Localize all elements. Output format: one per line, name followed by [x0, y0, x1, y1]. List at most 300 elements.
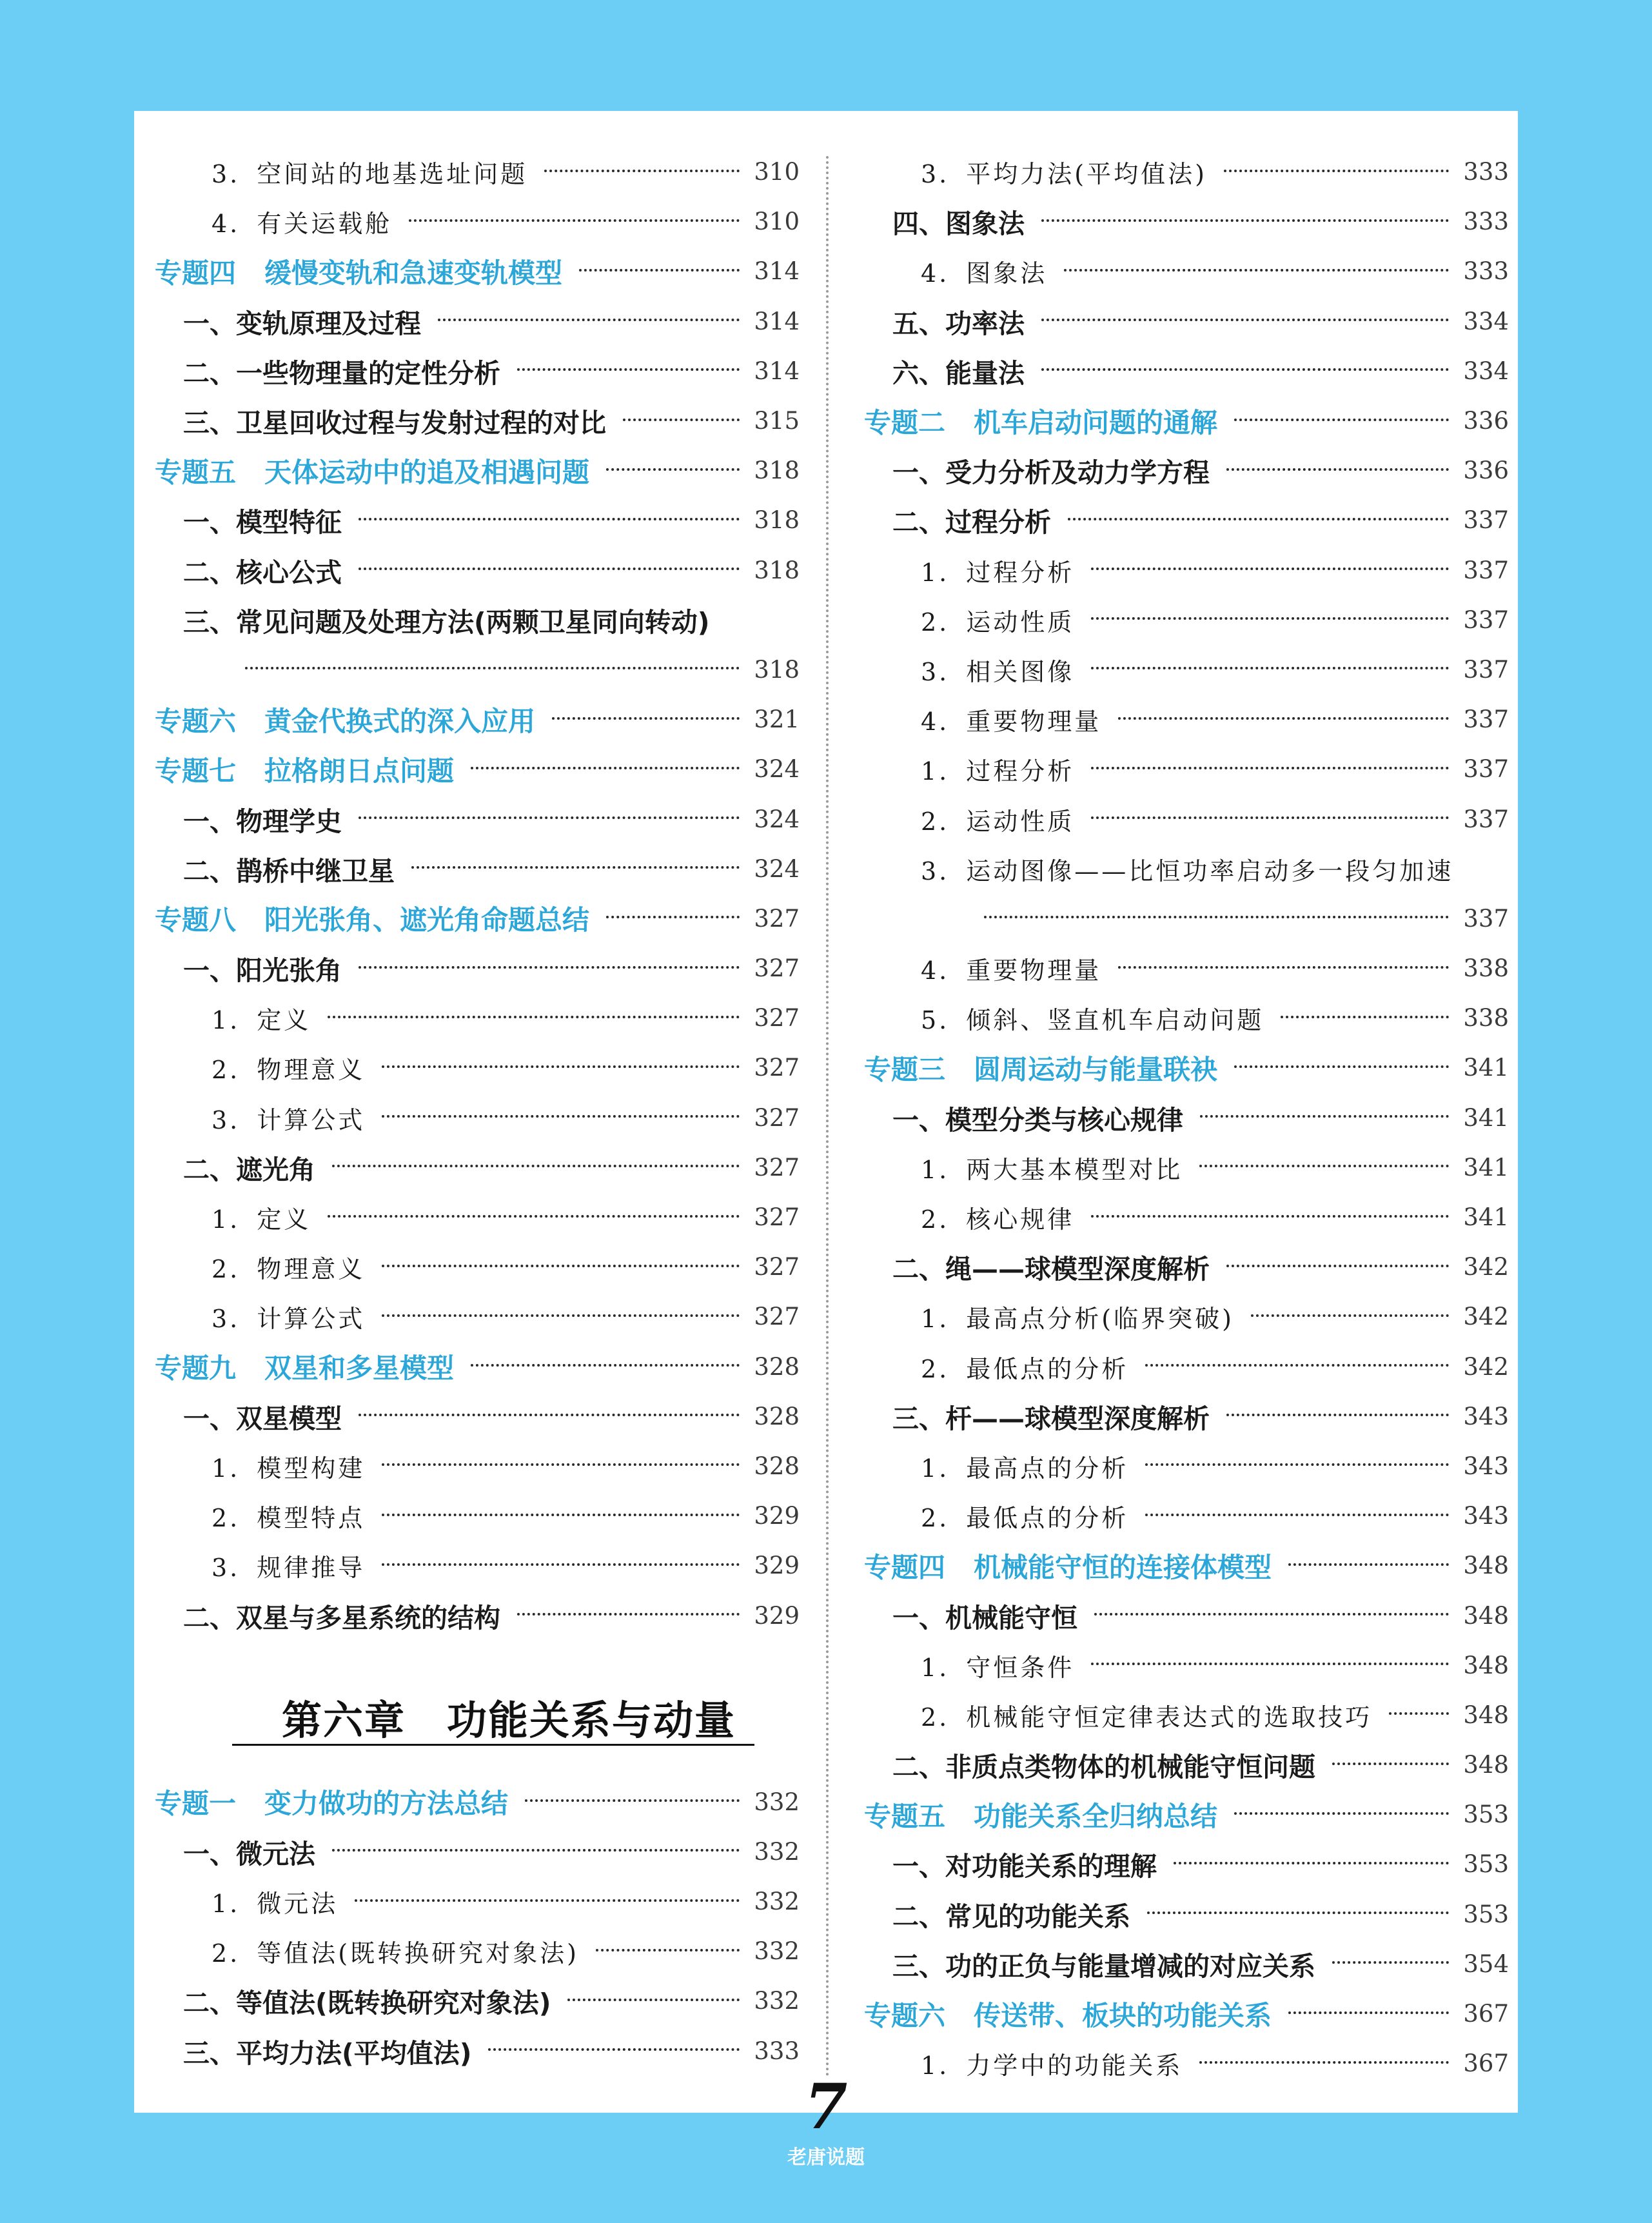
subsection-text: 空间站的地基选址问题 [257, 160, 528, 189]
subsection-title [864, 253, 1047, 289]
subsection-number: 4. [921, 259, 950, 288]
section-title: 二、非质点类物体的机械能守恒问题 [892, 1752, 1315, 1783]
page-ref: 367 [1463, 2050, 1509, 2078]
dot-leader [1091, 617, 1449, 620]
subsection-title [155, 1884, 338, 1919]
dot-leader [1041, 368, 1449, 371]
subsection-title [864, 851, 1453, 887]
topic-label: 专题一 [155, 1788, 237, 1820]
subsection-text: 等值法(既转换研究对象法) [257, 1939, 579, 1968]
topic-label: 专题五 [155, 456, 237, 488]
subsection-text: 倾斜、竖直机车启动问题 [966, 1006, 1264, 1035]
toc-entry[interactable] [864, 446, 1509, 495]
subsection-title [864, 553, 1074, 588]
toc-entry[interactable] [155, 595, 800, 645]
subsection-title [864, 1200, 1074, 1235]
toc-entry[interactable] [155, 1976, 800, 2026]
toc-entry[interactable] [864, 346, 1509, 396]
toc-entry[interactable] [155, 1192, 800, 1242]
toc-entry-continuation[interactable] [155, 645, 800, 695]
page-ref: 341 [1463, 1203, 1509, 1232]
dot-leader [596, 1949, 740, 1951]
dot-leader [1118, 717, 1449, 720]
subsection-number: 4. [211, 210, 241, 239]
topic-text: 机车启动问题的通解 [974, 406, 1218, 439]
subsection-text: 规律推导 [257, 1554, 366, 1583]
toc-entry[interactable] [155, 1926, 800, 1976]
subsection-text: 最低点的分析 [966, 1354, 1129, 1383]
toc-entry[interactable] [864, 495, 1509, 545]
section-title: 二、核心公式 [183, 557, 342, 588]
subsection-text: 力学中的功能关系 [966, 2051, 1183, 2080]
dot-leader [1091, 568, 1449, 570]
page-ref: 333 [1463, 158, 1509, 186]
toc-entry[interactable] [864, 1541, 1509, 1590]
dot-leader [1332, 1961, 1449, 1964]
page-ref: 329 [754, 1502, 800, 1530]
subsection-number: 2. [921, 1703, 950, 1732]
dot-leader [1091, 767, 1449, 769]
subsection-number: 1. [921, 757, 950, 786]
subsection-text: 最低点的分析 [966, 1504, 1129, 1533]
dot-leader [382, 1563, 740, 1566]
dot-leader [1094, 1613, 1449, 1615]
topic-label: 专题七 [155, 755, 237, 787]
page-ref: 327 [754, 1153, 800, 1181]
section-title: 一、物理学史 [183, 805, 342, 837]
section-title: 四、图象法 [892, 208, 1025, 240]
toc-entry[interactable] [864, 546, 1509, 595]
toc-entry[interactable] [155, 297, 800, 346]
toc-entry[interactable] [864, 1491, 1509, 1541]
section-title: 一、模型特征 [183, 507, 342, 538]
dot-leader [606, 916, 740, 918]
dot-leader [382, 1514, 740, 1516]
toc-entry[interactable] [155, 1877, 800, 1926]
page-ref: 341 [1463, 1103, 1509, 1132]
toc-entry[interactable] [155, 695, 800, 744]
page-ref: 314 [754, 357, 800, 385]
subsection-text: 过程分析 [966, 757, 1075, 786]
topic-text: 圆周运动与能量联袂 [974, 1053, 1218, 1085]
page-ref: 327 [754, 1203, 800, 1232]
dot-leader [488, 2048, 740, 2051]
subsection-number: 2. [921, 1205, 950, 1234]
page-ref: 367 [1463, 2000, 1509, 2028]
section-title: 一、变轨原理及过程 [183, 308, 421, 339]
page-ref: 332 [754, 1987, 800, 2015]
subsection-text: 运动性质 [966, 608, 1075, 637]
dot-leader [332, 1849, 740, 1852]
toc-entry[interactable] [864, 246, 1509, 296]
toc-entry[interactable] [155, 246, 800, 296]
section-title: 三、常见问题及处理方法(两颗卫星同向转动) [183, 606, 710, 638]
subsection-title [155, 1050, 365, 1085]
topic-title [155, 252, 562, 291]
toc-entry[interactable] [155, 1491, 800, 1541]
subsection-number: 2. [211, 1939, 241, 1968]
toc-entry[interactable] [155, 1292, 800, 1341]
toc-entry[interactable] [864, 645, 1509, 695]
toc-entry[interactable] [155, 1392, 800, 1441]
chapter-title: 第六章 功能关系与动量 [281, 1696, 736, 1744]
toc-entry[interactable] [155, 844, 800, 894]
page-ref: 348 [1463, 1651, 1509, 1679]
toc-entry[interactable] [864, 695, 1509, 744]
toc-entry[interactable] [155, 197, 800, 246]
subsection-number: 2. [211, 1504, 241, 1533]
subsection-text: 有关运载舱 [257, 210, 393, 239]
dot-leader [567, 1999, 740, 2001]
page-ref: 328 [754, 1452, 800, 1480]
dot-leader [1288, 1563, 1449, 1566]
dot-leader [1091, 1663, 1449, 1665]
page-ref: 338 [1463, 1004, 1509, 1032]
subsection-title [155, 1299, 365, 1334]
topic-text: 机械能守恒的连接体模型 [974, 1551, 1272, 1583]
subsection-number: 4. [921, 956, 950, 985]
dot-leader [1234, 419, 1449, 421]
toc-entry[interactable] [155, 346, 800, 396]
toc-entry[interactable] [864, 1392, 1509, 1441]
dot-leader [1091, 667, 1449, 669]
toc-entry[interactable] [864, 147, 1509, 197]
dot-leader [328, 1016, 740, 1018]
topic-label: 专题二 [864, 406, 946, 439]
section-title: 一、对功能关系的理解 [892, 1851, 1157, 1882]
section-title: 二、常见的功能关系 [892, 1901, 1130, 1932]
toc-entry[interactable] [155, 794, 800, 844]
section-title: 三、卫星回收过程与发射过程的对比 [183, 408, 606, 439]
dot-leader [1332, 1763, 1449, 1765]
page-ref: 342 [1463, 1352, 1509, 1381]
dot-leader [623, 419, 740, 421]
subsection-number: 3. [921, 856, 950, 885]
toc-entry[interactable] [864, 1242, 1509, 1292]
page-ref: 353 [1463, 1801, 1509, 1829]
page-ref: 318 [754, 655, 800, 684]
page-ref: 327 [754, 904, 800, 933]
page-ref: 332 [754, 1888, 800, 1916]
dot-leader [1226, 1265, 1449, 1267]
toc-entry[interactable] [155, 1143, 800, 1192]
toc-entry[interactable] [864, 1292, 1509, 1341]
toc-entry[interactable] [155, 147, 800, 197]
subsection-title [864, 702, 1101, 737]
subsection-number: 1. [211, 1205, 241, 1234]
dot-leader [1068, 518, 1449, 520]
dot-leader [1226, 1414, 1449, 1416]
page-ref: 333 [754, 2037, 800, 2065]
toc-entry[interactable] [155, 944, 800, 993]
section-title: 一、双星模型 [183, 1403, 342, 1434]
page-ref: 327 [754, 1253, 800, 1281]
toc-entry[interactable] [864, 744, 1509, 794]
dot-leader [1224, 170, 1449, 172]
topic-title [155, 1347, 454, 1386]
page-ref: 327 [754, 954, 800, 983]
subsection-number: 3. [211, 160, 241, 189]
subsection-title [864, 1448, 1128, 1484]
subsection-text: 微元法 [257, 1890, 339, 1919]
topic-title [864, 402, 1217, 440]
toc-entry[interactable] [155, 1043, 800, 1092]
dot-leader [1199, 2061, 1449, 2064]
page-ref: 337 [1463, 706, 1509, 734]
dot-leader [1174, 1862, 1449, 1864]
subsection-title [155, 154, 527, 190]
page-ref: 348 [1463, 1751, 1509, 1779]
toc-entry[interactable] [155, 1777, 800, 1827]
dot-leader [245, 667, 740, 669]
toc-entry[interactable] [864, 1441, 1509, 1491]
toc-entry-continuation[interactable] [864, 894, 1509, 944]
dot-leader [359, 816, 740, 819]
page-ref: 343 [1463, 1452, 1509, 1480]
topic-title [155, 1783, 508, 1821]
subsection-title [155, 1548, 365, 1583]
dot-leader [359, 1414, 740, 1416]
toc-entry[interactable] [155, 1590, 800, 1640]
dot-leader [332, 1165, 740, 1167]
toc-entry[interactable] [864, 1590, 1509, 1640]
topic-label: 专题八 [155, 904, 237, 936]
dot-leader [1091, 816, 1449, 819]
toc-entry[interactable] [155, 993, 800, 1043]
toc-entry[interactable] [155, 446, 800, 495]
subsection-title [864, 1697, 1372, 1733]
page-ref: 324 [754, 755, 800, 784]
page-ref: 318 [754, 506, 800, 535]
toc-entry[interactable] [155, 495, 800, 545]
toc-entry[interactable] [155, 1342, 800, 1392]
toc-entry[interactable] [864, 1342, 1509, 1392]
subsection-title [155, 1498, 365, 1534]
subsection-number: 1. [211, 1890, 241, 1919]
page-ref: 333 [1463, 257, 1509, 286]
toc-entry[interactable] [864, 1740, 1509, 1790]
toc-entry[interactable] [864, 1939, 1509, 1989]
section-title: 一、受力分析及动力学方程 [892, 457, 1210, 489]
toc-entry[interactable] [864, 1790, 1509, 1839]
dot-leader [359, 966, 740, 969]
section-title: 三、杆——球模型深度解析 [892, 1403, 1210, 1434]
page-ref: 348 [1463, 1601, 1509, 1630]
dot-leader [1041, 219, 1449, 222]
toc-entry[interactable] [864, 1143, 1509, 1192]
subsection-title [864, 1299, 1234, 1334]
page-ref: 332 [754, 1788, 800, 1816]
subsection-title [864, 154, 1207, 190]
subsection-text: 计算公式 [257, 1105, 366, 1134]
subsection-number: 1. [921, 1653, 950, 1682]
subsection-number: 2. [921, 1354, 950, 1383]
page-ref: 318 [754, 556, 800, 584]
dot-leader [579, 269, 740, 272]
toc-entry[interactable] [864, 1690, 1509, 1740]
dot-leader [1200, 1115, 1449, 1118]
subsection-number: 2. [211, 1255, 241, 1284]
subsection-text: 图象法 [966, 259, 1048, 288]
page-number: 7 [804, 2070, 848, 2143]
page-ref: 342 [1463, 1303, 1509, 1331]
toc-entry[interactable] [864, 1890, 1509, 1939]
toc-entry[interactable] [155, 1441, 800, 1491]
topic-title [155, 750, 454, 789]
section-title: 二、双星与多星系统的结构 [183, 1602, 500, 1634]
subsection-number: 1. [921, 1454, 950, 1483]
toc-entry[interactable] [864, 1839, 1509, 1889]
page-ref: 337 [1463, 606, 1509, 634]
subsection-number: 1. [921, 558, 950, 587]
toc-entry[interactable] [155, 744, 800, 794]
subsection-title [155, 1100, 365, 1136]
page-ref: 337 [1463, 755, 1509, 784]
page-ref: 328 [754, 1352, 800, 1381]
toc-entry[interactable] [864, 396, 1509, 446]
dot-leader [328, 1215, 740, 1218]
section-title: 二、过程分析 [892, 507, 1051, 538]
topic-label: 专题六 [864, 1999, 946, 2031]
subsection-text: 物理意义 [257, 1255, 366, 1284]
dot-leader [1145, 1514, 1449, 1516]
page-ref: 310 [754, 158, 800, 186]
dot-leader [1288, 2011, 1449, 2014]
subsection-text: 模型特点 [257, 1504, 366, 1533]
page-ref: 329 [754, 1601, 800, 1630]
dot-leader [1226, 468, 1449, 471]
toc-entry[interactable] [864, 1192, 1509, 1242]
footer-watermark: 老唐说题 [787, 2146, 865, 2169]
section-title: 二、绳——球模型深度解析 [892, 1254, 1210, 1285]
page-ref: 336 [1463, 407, 1509, 435]
subsection-number: 1. [921, 1305, 950, 1334]
page-ref: 337 [1463, 556, 1509, 584]
subsection-number: 3. [921, 160, 950, 189]
dot-leader [517, 1613, 740, 1615]
subsection-text: 计算公式 [257, 1305, 366, 1334]
page-ref: 333 [1463, 208, 1509, 236]
page-ref: 343 [1463, 1502, 1509, 1530]
topic-text: 功能关系全归纳总结 [974, 1800, 1218, 1832]
toc-entry[interactable] [155, 2026, 800, 2076]
toc-entry[interactable] [864, 794, 1509, 844]
toc-entry[interactable] [864, 1043, 1509, 1092]
page-ref: 343 [1463, 1402, 1509, 1430]
topic-label: 专题九 [155, 1352, 237, 1385]
dot-leader [359, 568, 740, 570]
subsection-title [864, 951, 1101, 986]
dot-leader [382, 1065, 740, 1068]
toc-entry[interactable] [864, 1989, 1509, 2039]
toc-entry[interactable] [155, 1827, 800, 1877]
toc-entry[interactable] [864, 297, 1509, 346]
page-ref: 354 [1463, 1950, 1509, 1978]
subsection-title [155, 1000, 311, 1036]
subsection-number: 1. [921, 1155, 950, 1184]
subsection-title [864, 1349, 1128, 1385]
subsection-number: 1. [211, 1006, 241, 1035]
subsection-text: 模型构建 [257, 1454, 366, 1483]
subsection-title [155, 1200, 311, 1235]
page-ref: 353 [1463, 1850, 1509, 1879]
dot-leader [984, 916, 1449, 918]
chapter-underline [232, 1744, 754, 1746]
toc-entry[interactable] [155, 1242, 800, 1292]
subsection-text: 平均力法(平均值法) [966, 160, 1207, 189]
dot-leader [382, 1265, 740, 1267]
topic-title [155, 700, 535, 739]
toc-entry[interactable] [864, 944, 1509, 993]
page-ref: 348 [1463, 1701, 1509, 1729]
dot-leader [471, 767, 740, 769]
toc-entry[interactable] [155, 546, 800, 595]
subsection-number: 2. [921, 1504, 950, 1533]
subsection-text: 重要物理量 [966, 956, 1102, 985]
toc-entry[interactable] [155, 1093, 800, 1143]
subsection-title [864, 802, 1074, 837]
page-ref: 337 [1463, 904, 1509, 933]
subsection-text: 定义 [257, 1205, 311, 1234]
dot-leader [1064, 269, 1449, 272]
subsection-number: 5. [921, 1006, 950, 1035]
dot-leader [1199, 1165, 1449, 1167]
dot-leader [1251, 1314, 1449, 1317]
toc-entry[interactable] [864, 1093, 1509, 1143]
toc-right-column [864, 147, 1509, 2088]
page-ref: 341 [1463, 1153, 1509, 1181]
topic-title [155, 451, 589, 490]
subsection-title [864, 652, 1074, 687]
section-title: 二、等值法(既转换研究对象法) [183, 1988, 551, 2019]
toc-entry[interactable] [864, 595, 1509, 645]
toc-entry[interactable] [864, 1641, 1509, 1690]
subsection-title [155, 1448, 365, 1484]
subsection-text: 两大基本模型对比 [966, 1155, 1183, 1184]
subsection-number: 4. [921, 707, 950, 736]
toc-entry[interactable] [155, 396, 800, 446]
page-ref: 337 [1463, 805, 1509, 833]
toc-entry[interactable] [864, 993, 1509, 1043]
topic-text: 传送带、板块的功能关系 [974, 1999, 1272, 2031]
section-title: 三、功的正负与能量增减的对应关系 [892, 1950, 1315, 1982]
subsection-text: 物理意义 [257, 1056, 366, 1085]
subsection-number: 2. [921, 807, 950, 836]
page-ref: 334 [1463, 357, 1509, 385]
dot-leader [1147, 1912, 1449, 1914]
page-ref: 336 [1463, 457, 1509, 485]
page-ref: 324 [754, 805, 800, 833]
toc-entry[interactable] [155, 1541, 800, 1590]
subsection-title [864, 1150, 1183, 1185]
toc-entry[interactable] [864, 844, 1509, 894]
subsection-number: 3. [921, 657, 950, 686]
subsection-text: 核心规律 [966, 1205, 1075, 1234]
page-ref: 321 [754, 706, 800, 734]
subsection-text: 守恒条件 [966, 1653, 1075, 1682]
toc-page [134, 111, 1518, 2113]
subsection-number: 2. [211, 1056, 241, 1085]
subsection-text: 机械能守恒定律表达式的选取技巧 [966, 1703, 1373, 1732]
topic-label: 专题三 [864, 1053, 946, 1085]
subsection-title [864, 1648, 1074, 1683]
toc-entry[interactable] [864, 197, 1509, 246]
subsection-title [864, 602, 1074, 638]
dot-leader [1145, 1364, 1449, 1367]
toc-entry[interactable] [155, 894, 800, 944]
page-ref: 329 [754, 1552, 800, 1580]
subsection-number: 1. [211, 1454, 241, 1483]
